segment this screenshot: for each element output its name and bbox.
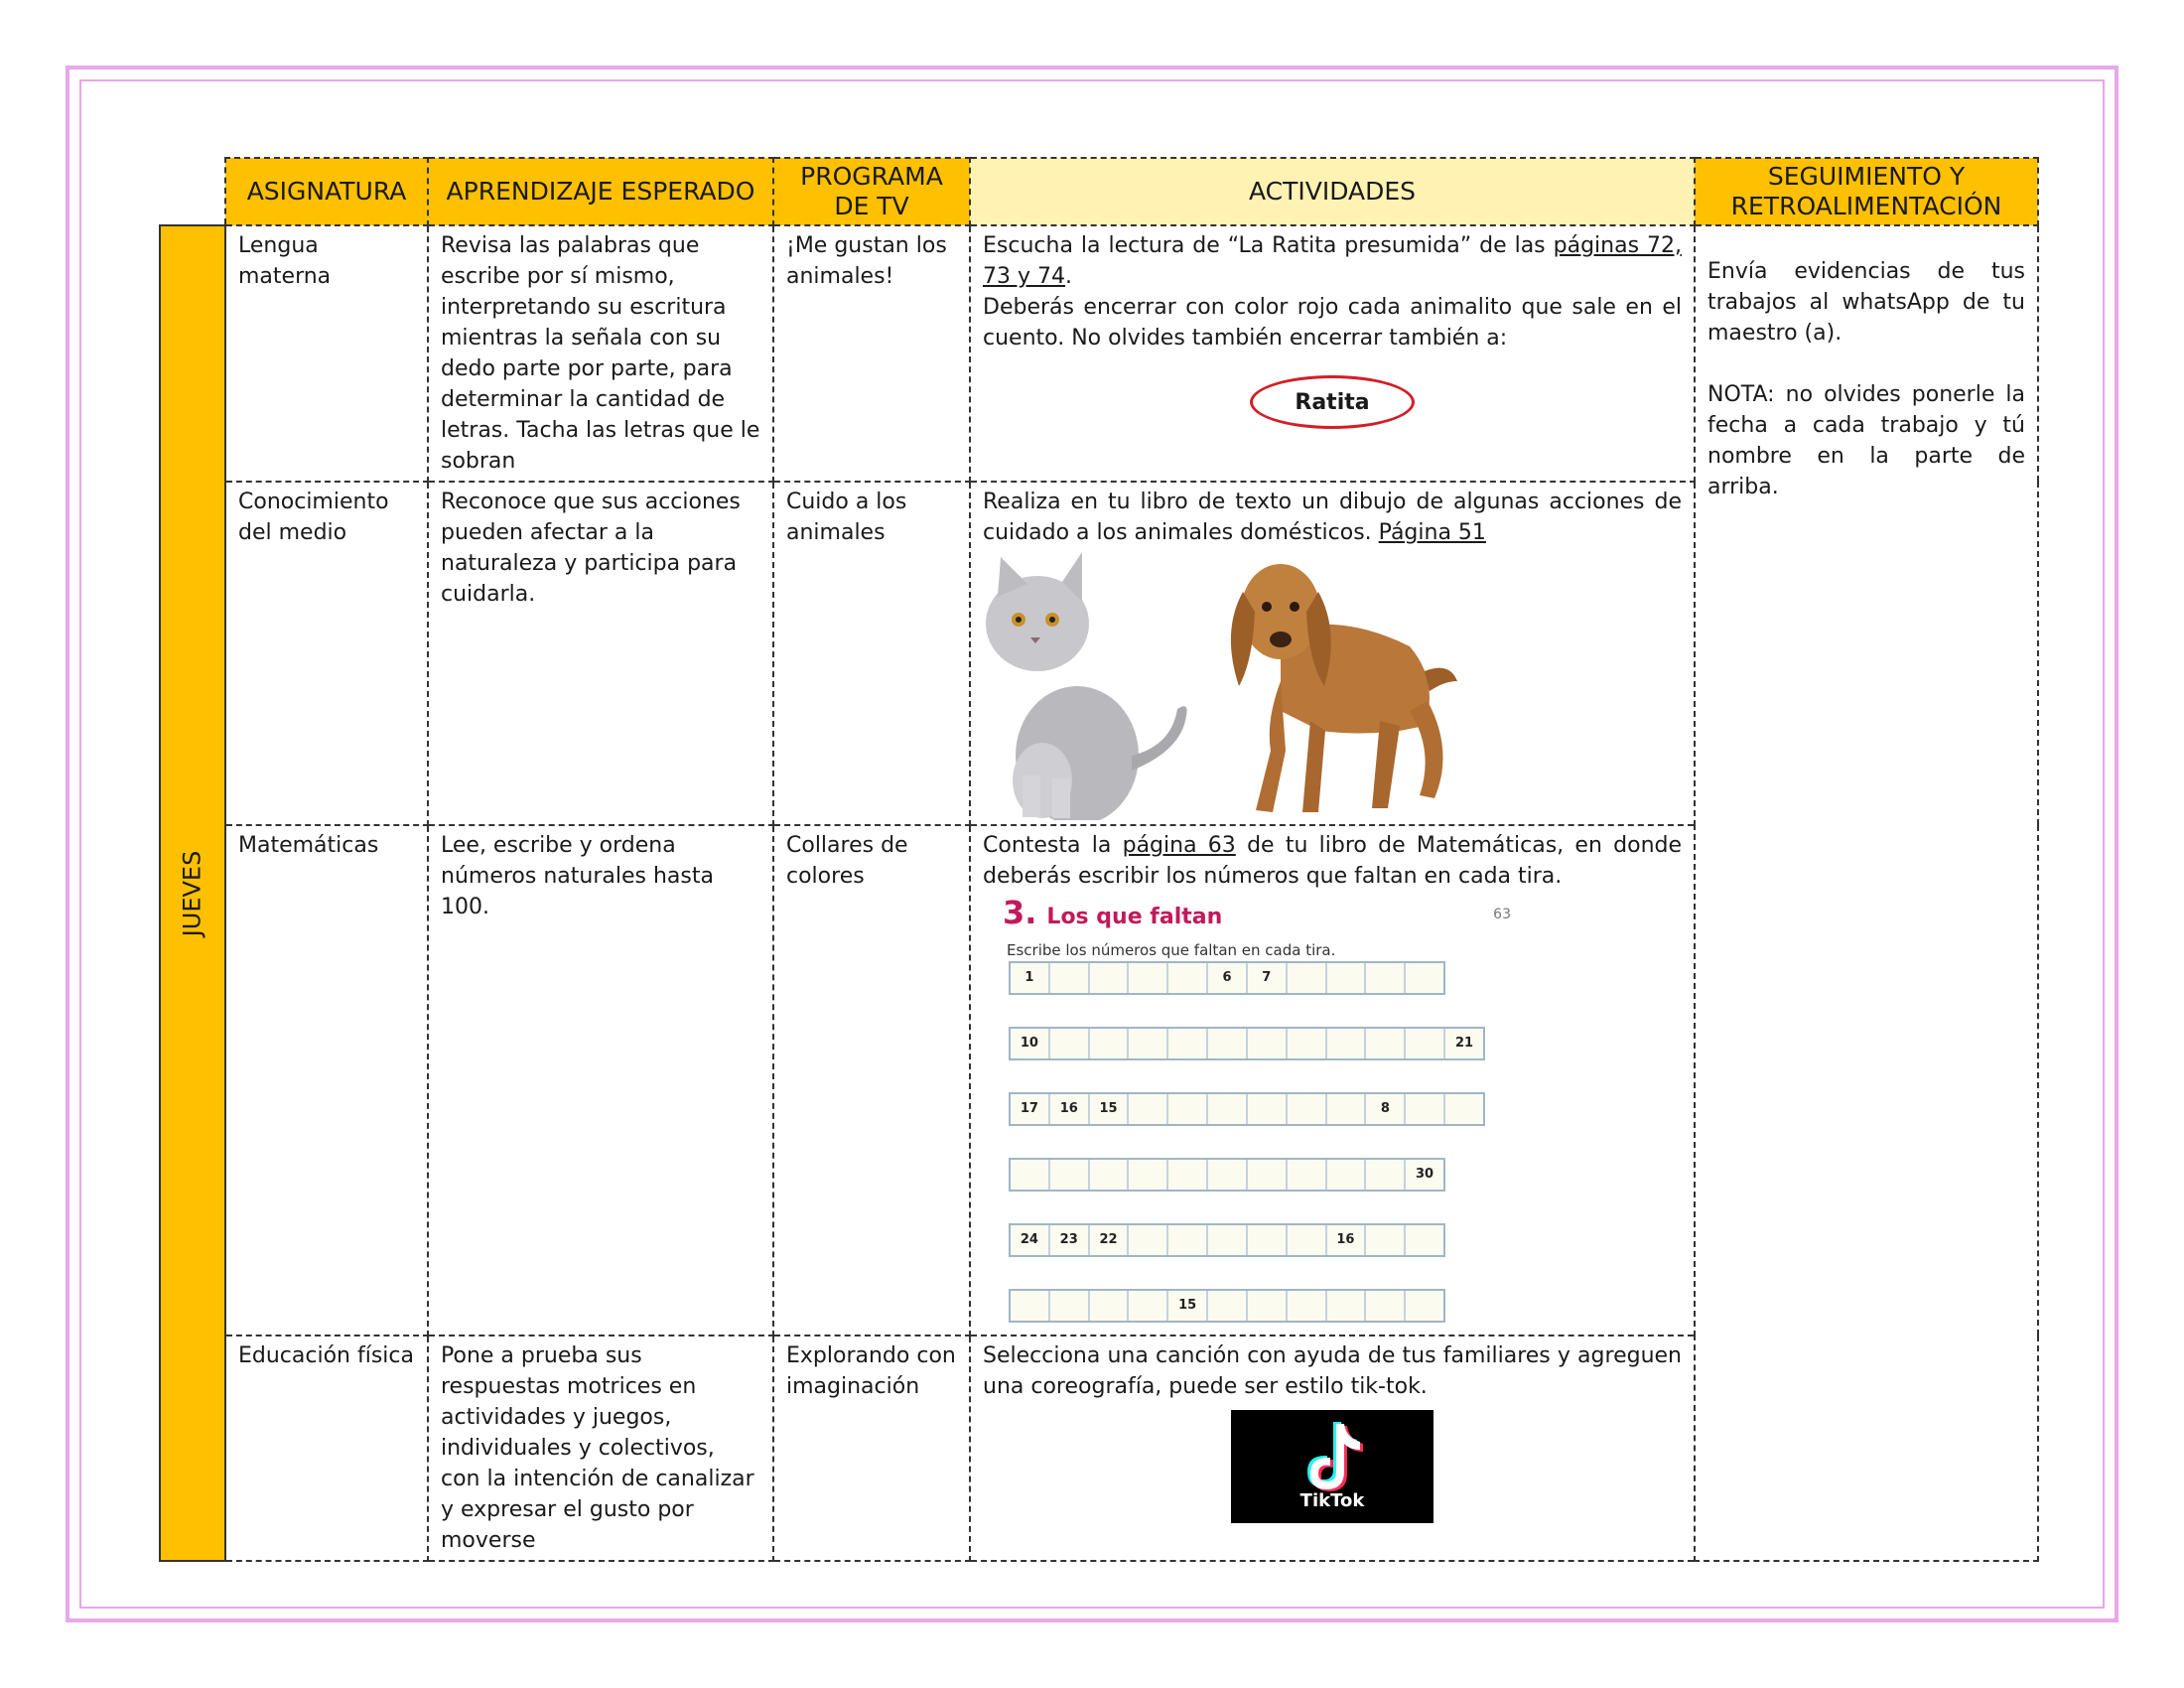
seguimiento-p1: Envía evidencias de tus trabajos al whatsApp de tu maestro (a). — [1707, 259, 2025, 346]
activity-text: Escucha la lectura de “La Ratita presumida” de las — [983, 233, 1554, 258]
activity-cell — [970, 825, 1695, 1336]
table-row — [160, 225, 2038, 482]
number-strip — [1009, 1223, 1445, 1257]
strip-cell — [1288, 1094, 1327, 1124]
strip-cell: 17 — [1011, 1094, 1050, 1124]
strip-cell: 30 — [1415, 1167, 1434, 1182]
strip-cell — [1248, 1094, 1288, 1124]
activity-text-end: . — [1065, 264, 1072, 289]
subject-cell: Lengua materna — [225, 225, 428, 482]
program-cell: ¡Me gustan los animales! — [773, 225, 970, 482]
page-link[interactable]: Página 51 — [1378, 520, 1486, 545]
strip-cell — [1208, 1029, 1248, 1058]
activity-cell — [970, 225, 1695, 482]
activity-text: Selecciona una canción con ayuda de tus familiares y agreguen una coreografía, puede ser estilo tik-tok. — [983, 1343, 1682, 1399]
activity-text: Realiza en tu libro de texto un dibujo de algunas acciones de cuidado a los animales domésticos. — [983, 490, 1682, 545]
strip-cell — [1050, 963, 1090, 993]
strip-cell — [1366, 1225, 1406, 1255]
activity-text-2: Deberás encerrar con color rojo cada animalito que sale en el cuento. No olvides también encerrar también a: — [983, 295, 1682, 351]
strip-cell: 15 — [1090, 1094, 1130, 1124]
number-strip — [1009, 961, 1445, 995]
worksheet-page-number: 63 — [1493, 907, 1511, 922]
strip-cell — [1090, 963, 1130, 993]
header-seguimiento: SEGUIMIENTO Y RETROALIMENTACIÓN — [1695, 158, 2038, 225]
activity-cell — [970, 482, 1695, 825]
page-link[interactable]: página 63 — [1122, 833, 1236, 858]
animals-illustration — [983, 552, 1682, 820]
subject-cell: Conocimiento del medio — [225, 482, 428, 825]
strip-cell — [1208, 1291, 1248, 1321]
day-column — [160, 225, 225, 1561]
strip-cell — [1327, 1160, 1367, 1190]
strip-cell — [1168, 1094, 1208, 1124]
strip-cell — [1208, 1094, 1248, 1124]
cat-image — [986, 552, 1187, 820]
strip-cell — [1168, 1160, 1208, 1190]
worksheet-image — [983, 894, 1559, 1331]
strip-cell: 10 — [1011, 1029, 1050, 1058]
subject-cell: Educación física — [225, 1336, 428, 1561]
program-cell: Explorando con imaginación — [773, 1336, 970, 1561]
strip-cell — [1129, 1160, 1168, 1190]
strip-cell — [1168, 1225, 1208, 1255]
strip-cell: 21 — [1454, 1036, 1474, 1051]
seguimiento-p2: NOTA: no olvides ponerle la fecha a cada trabajo y tú nombre en la parte de arriba. — [1707, 382, 2025, 499]
activity-text-end: de tu libro de Matemáticas, en donde deberás escribir los números que faltan en cada tira. — [983, 833, 1683, 889]
strip-cell — [1366, 1160, 1406, 1190]
strip-cell — [1129, 1029, 1168, 1058]
strip-cell — [1288, 1291, 1327, 1321]
strip-cell — [1248, 1160, 1288, 1190]
number-strip — [1009, 1158, 1445, 1192]
schedule-table — [159, 157, 2039, 1562]
activity-text: Contesta la — [983, 833, 1123, 858]
seguimiento-cell — [1695, 225, 2038, 1561]
strip-cell — [1327, 1094, 1367, 1124]
strip-cell: 23 — [1050, 1225, 1090, 1255]
strip-cell — [1090, 1160, 1130, 1190]
strip-cell — [1208, 1225, 1248, 1255]
strip-cell — [1168, 963, 1208, 993]
strip-cell — [1090, 1029, 1130, 1058]
header-blank — [160, 158, 225, 225]
tiktok-logo-text: TikTok — [1299, 1490, 1365, 1511]
learning-cell: Revisa las palabras que escribe por sí mismo, interpretando su escritura mientras la señala con su dedo parte por parte, para determinar la cantidad de letras. Tacha las letras que le sobran — [428, 225, 773, 482]
strip-cell — [1327, 1029, 1367, 1058]
learning-cell: Pone a prueba sus respuestas motrices en actividades y juegos, individuales y colectivos, con la intención de canalizar y expresar el gusto por moverse — [428, 1336, 773, 1561]
program-cell: Collares de colores — [773, 825, 970, 1336]
number-strip — [1009, 1027, 1485, 1060]
strip-cell — [1366, 963, 1406, 993]
header-asignatura: ASIGNATURA — [225, 158, 428, 225]
day-label: JUEVES — [178, 850, 206, 936]
strip-cell — [1366, 1029, 1406, 1058]
strip-cell — [1327, 963, 1367, 993]
strip-cell — [1327, 1291, 1367, 1321]
strip-cell — [1011, 1160, 1050, 1190]
header-aprendizaje: APRENDIZAJE ESPERADO — [428, 158, 773, 225]
strip-cell — [1366, 1291, 1406, 1321]
strip-cell: 1 — [1011, 963, 1050, 993]
pages-link[interactable]: páginas 72, 73 y 74 — [983, 233, 1682, 289]
program-cell: Cuido a los animales — [773, 482, 970, 825]
header-programa: PROGRAMA DE TV — [773, 158, 970, 225]
number-strip — [1009, 1289, 1445, 1323]
strip-cell — [1248, 1291, 1288, 1321]
dog-image — [1231, 564, 1457, 812]
strip-cell — [1168, 1029, 1208, 1058]
strip-cell — [1050, 1291, 1090, 1321]
worksheet-instruction: Escribe los números que faltan en cada tira. — [1007, 941, 1336, 959]
header-actividades: ACTIVIDADES — [970, 158, 1695, 225]
strip-cell — [1288, 1225, 1327, 1255]
activity-cell — [970, 1336, 1695, 1561]
strip-cell — [1248, 1029, 1288, 1058]
worksheet-title: 3. Los que faltan — [1003, 894, 1223, 931]
strip-cell — [1050, 1029, 1090, 1058]
strip-cell — [1406, 1291, 1443, 1321]
strip-cell: 15 — [1168, 1291, 1208, 1321]
learning-cell: Reconoce que sus acciones pueden afectar a la naturaleza y participa para cuidarla. — [428, 482, 773, 825]
strip-cell — [1090, 1291, 1130, 1321]
subject-cell: Matemáticas — [225, 825, 428, 1336]
strip-cell — [1445, 1094, 1483, 1124]
strip-cell — [1248, 1225, 1288, 1255]
cat-and-dog-image — [983, 552, 1682, 820]
strip-cell — [1011, 1291, 1050, 1321]
strip-cell — [1406, 1225, 1443, 1255]
strip-cell: 16 — [1050, 1094, 1090, 1124]
learning-cell: Lee, escribe y ordena números naturales hasta 100. — [428, 825, 773, 1336]
strip-cell — [1129, 963, 1168, 993]
strip-cell — [1288, 1160, 1327, 1190]
strip-cell — [1129, 1291, 1168, 1321]
number-strip — [1009, 1092, 1485, 1126]
strip-cell — [1129, 1225, 1168, 1255]
strip-cell — [1406, 1029, 1445, 1058]
strip-cell: 6 — [1208, 963, 1248, 993]
strip-cell: 24 — [1011, 1225, 1050, 1255]
strip-cell — [1288, 963, 1327, 993]
strip-cell — [1050, 1160, 1090, 1190]
strip-cell — [1129, 1094, 1168, 1124]
strip-cell: 7 — [1248, 963, 1288, 993]
strip-cell: 8 — [1366, 1094, 1406, 1124]
strip-cell — [1406, 963, 1443, 993]
strip-cell: 16 — [1327, 1225, 1367, 1255]
strip-cell — [1406, 1094, 1445, 1124]
ratita-circled-word: Ratita — [1250, 375, 1415, 429]
tiktok-logo — [1231, 1410, 1433, 1523]
strip-cell — [1288, 1029, 1327, 1058]
strip-cell: 22 — [1090, 1225, 1130, 1255]
strip-cell — [1208, 1160, 1248, 1190]
